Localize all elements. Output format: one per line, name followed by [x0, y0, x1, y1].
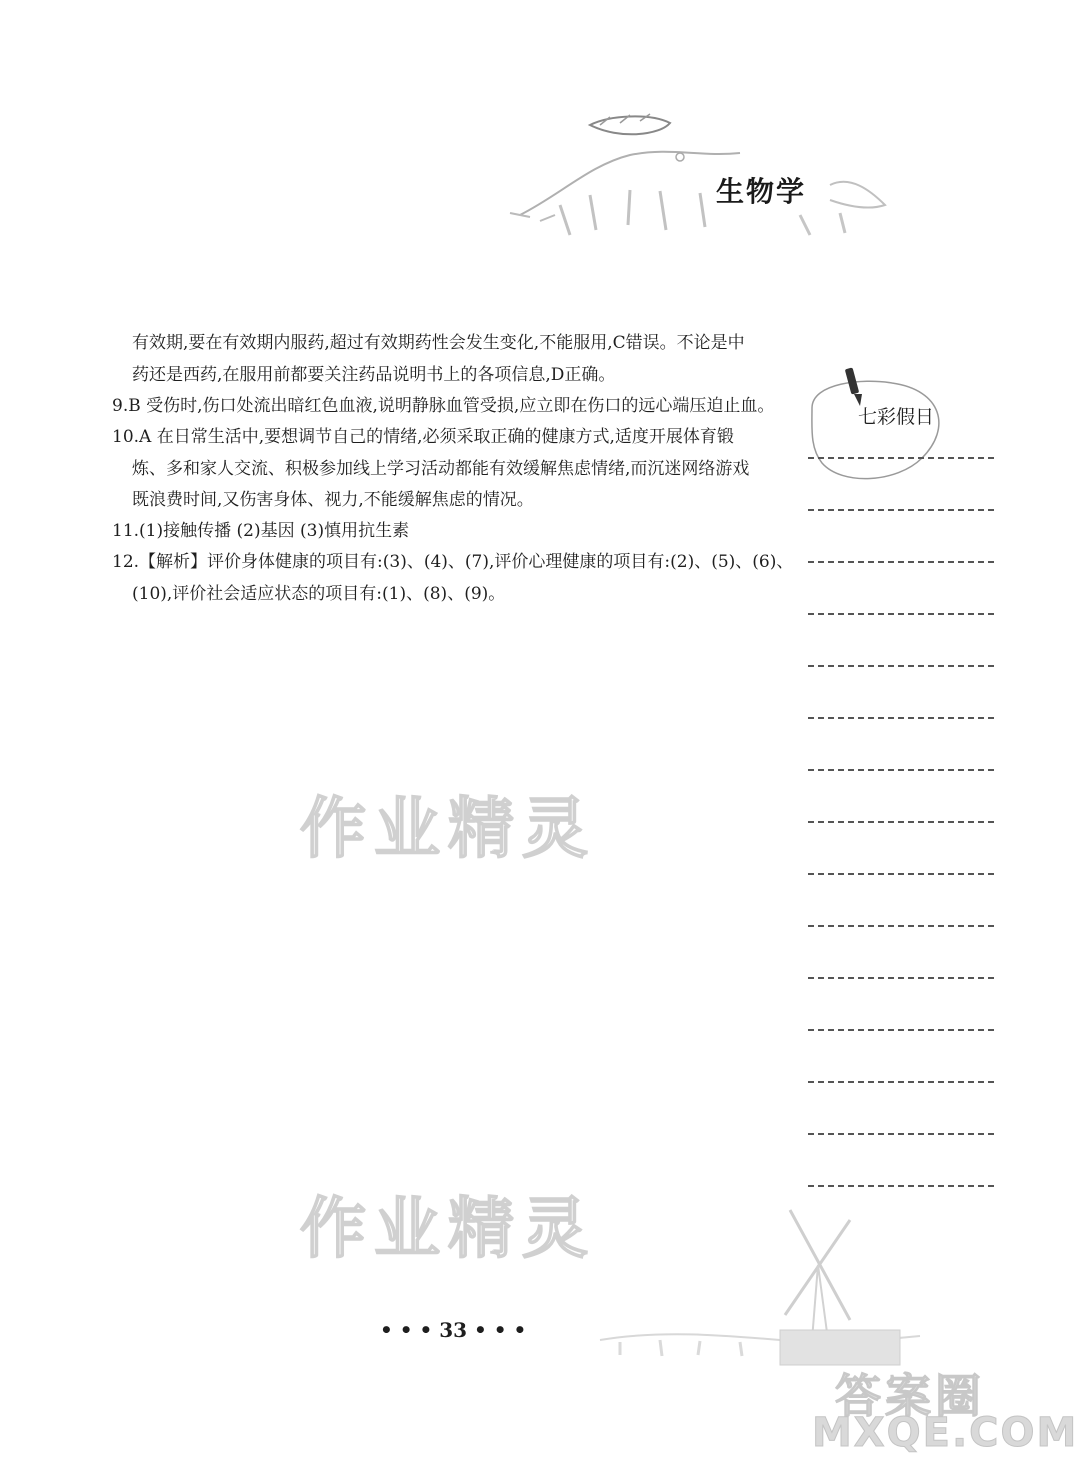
- watermark: 作业精灵: [300, 790, 596, 867]
- answer-line: 12.【解析】评价身体健康的项目有:(3)、(4)、(7),评价心理健康的项目有:(2)、(5)、(6)、: [112, 552, 794, 572]
- note-line: [808, 613, 994, 615]
- page-number: • • • 33 • • •: [380, 1318, 527, 1342]
- site-logo-url: MXQE.COM: [812, 1410, 1078, 1456]
- note-line: [808, 717, 994, 719]
- answer-line: 有效期,要在有效期内服药,超过有效期药性会发生变化,不能服用,C错误。不论是中: [132, 333, 745, 353]
- answer-line: 9.B 受伤时,伤口处流出暗红色血液,说明静脉血管受损,应立即在伤口的远心端压迫止血。: [112, 396, 775, 416]
- answer-line: 10.A 在日常生活中,要想调节自己的情绪,必须采取正确的健康方式,适度开展体育锻: [112, 427, 734, 447]
- note-line: [808, 821, 994, 823]
- note-line: [808, 509, 994, 511]
- note-line: [808, 977, 994, 979]
- answer-line: (10),评价社会适应状态的项目有:(1)、(8)、(9)。: [132, 584, 506, 604]
- answer-line: 药还是西药,在服用前都要关注药品说明书上的各项信息,D正确。: [132, 365, 616, 385]
- answer-line: 炼、多和家人交流、积极参加线上学习活动都能有效缓解焦虑情绪,而沉迷网络游戏: [132, 459, 750, 479]
- note-line: [808, 457, 994, 459]
- site-logo: 答案圈: [835, 1369, 985, 1423]
- note-line: [808, 561, 994, 563]
- note-line: [808, 665, 994, 667]
- notes-label: 七彩假日: [858, 406, 935, 428]
- watermark: 作业精灵: [300, 1190, 596, 1267]
- note-line: [808, 769, 994, 771]
- answer-line: 11.(1)接触传播 (2)基因 (3)慎用抗生素: [112, 521, 410, 541]
- answer-line: 既浪费时间,又伤害身体、视力,不能缓解焦虑的情况。: [132, 490, 534, 510]
- pen-icon: [845, 367, 862, 406]
- note-line: [808, 1133, 994, 1135]
- note-line: [808, 1029, 994, 1031]
- header-illustration: [500, 95, 900, 245]
- note-line: [808, 1185, 994, 1187]
- note-line: [808, 873, 994, 875]
- note-line: [808, 1081, 994, 1083]
- note-line: [808, 925, 994, 927]
- subject-title: 生物学: [716, 175, 807, 208]
